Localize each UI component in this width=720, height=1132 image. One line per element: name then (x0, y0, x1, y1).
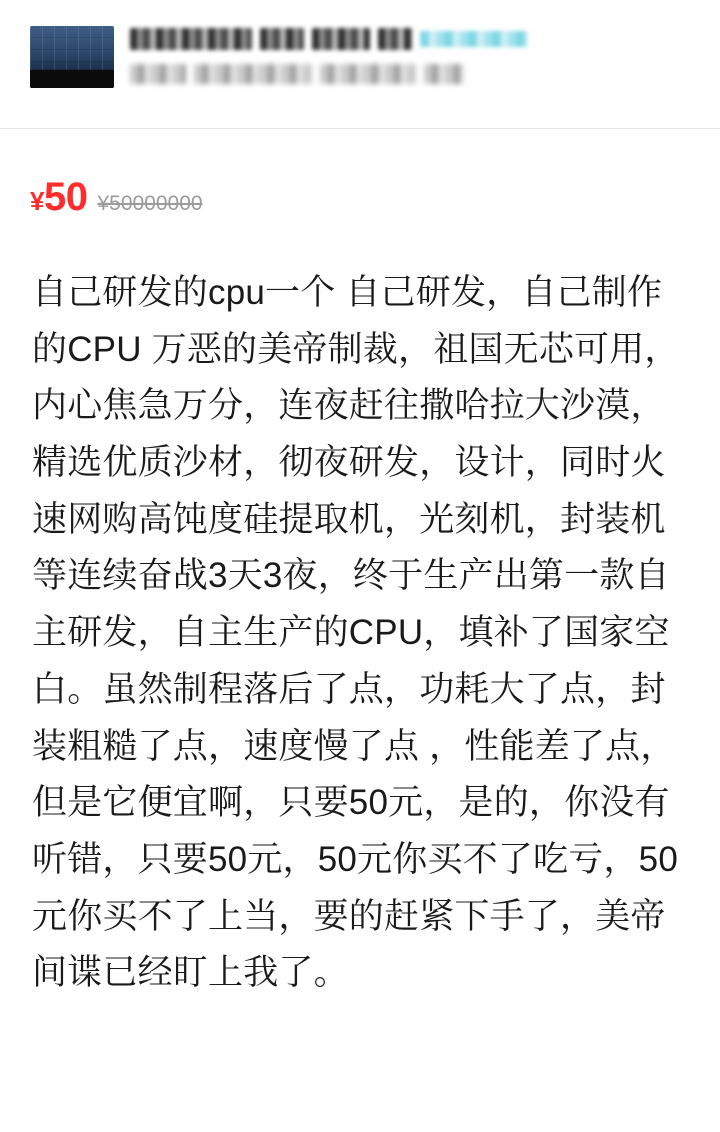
redacted-text-block (194, 64, 312, 84)
redacted-text-block (260, 28, 304, 50)
listing-title-redacted (130, 28, 690, 50)
original-price: ¥50000000 (97, 192, 203, 215)
current-price (30, 177, 87, 217)
price-row (0, 129, 720, 217)
redacted-text-block (130, 28, 252, 50)
redacted-link-block[interactable] (420, 31, 528, 47)
listing-header[interactable] (0, 0, 720, 129)
listing-header-text (130, 22, 690, 84)
redacted-text-block (130, 64, 186, 84)
redacted-text-block (312, 28, 370, 50)
listing-description: 自己研发的cpu一个 自己研发，自己制作的CPU 万恶的美帝制裁，祖国无芯可用，内心焦急万分，连夜赶往撒哈拉大沙漠，精选优质沙材，彻夜研发，设计，同时火速网购高饨度硅提取机，光刻机，封装机等连续奋战3天3夜，终于生产出第一款自主研发，自主生产的CPU，填补了国家空白。虽然制程落后了点，功耗大了点，封装粗糙了点，速度慢了点 ，性能差了点，但是它便宜啊，只要50元，是的，你没有听错，只要50元，50元你买不了吃亏，50元你买不了上当，要的赶紧下手了，美帝间谍已经盯上我了。 (32, 273, 680, 993)
seller-avatar[interactable] (30, 26, 114, 88)
current-price-value: 50 (43, 175, 88, 219)
listing-subtitle-redacted (130, 64, 690, 84)
redacted-text-block (378, 28, 412, 50)
redacted-text-block (424, 64, 464, 84)
redacted-text-block (320, 64, 416, 84)
currency-symbol: ¥ (30, 186, 44, 216)
